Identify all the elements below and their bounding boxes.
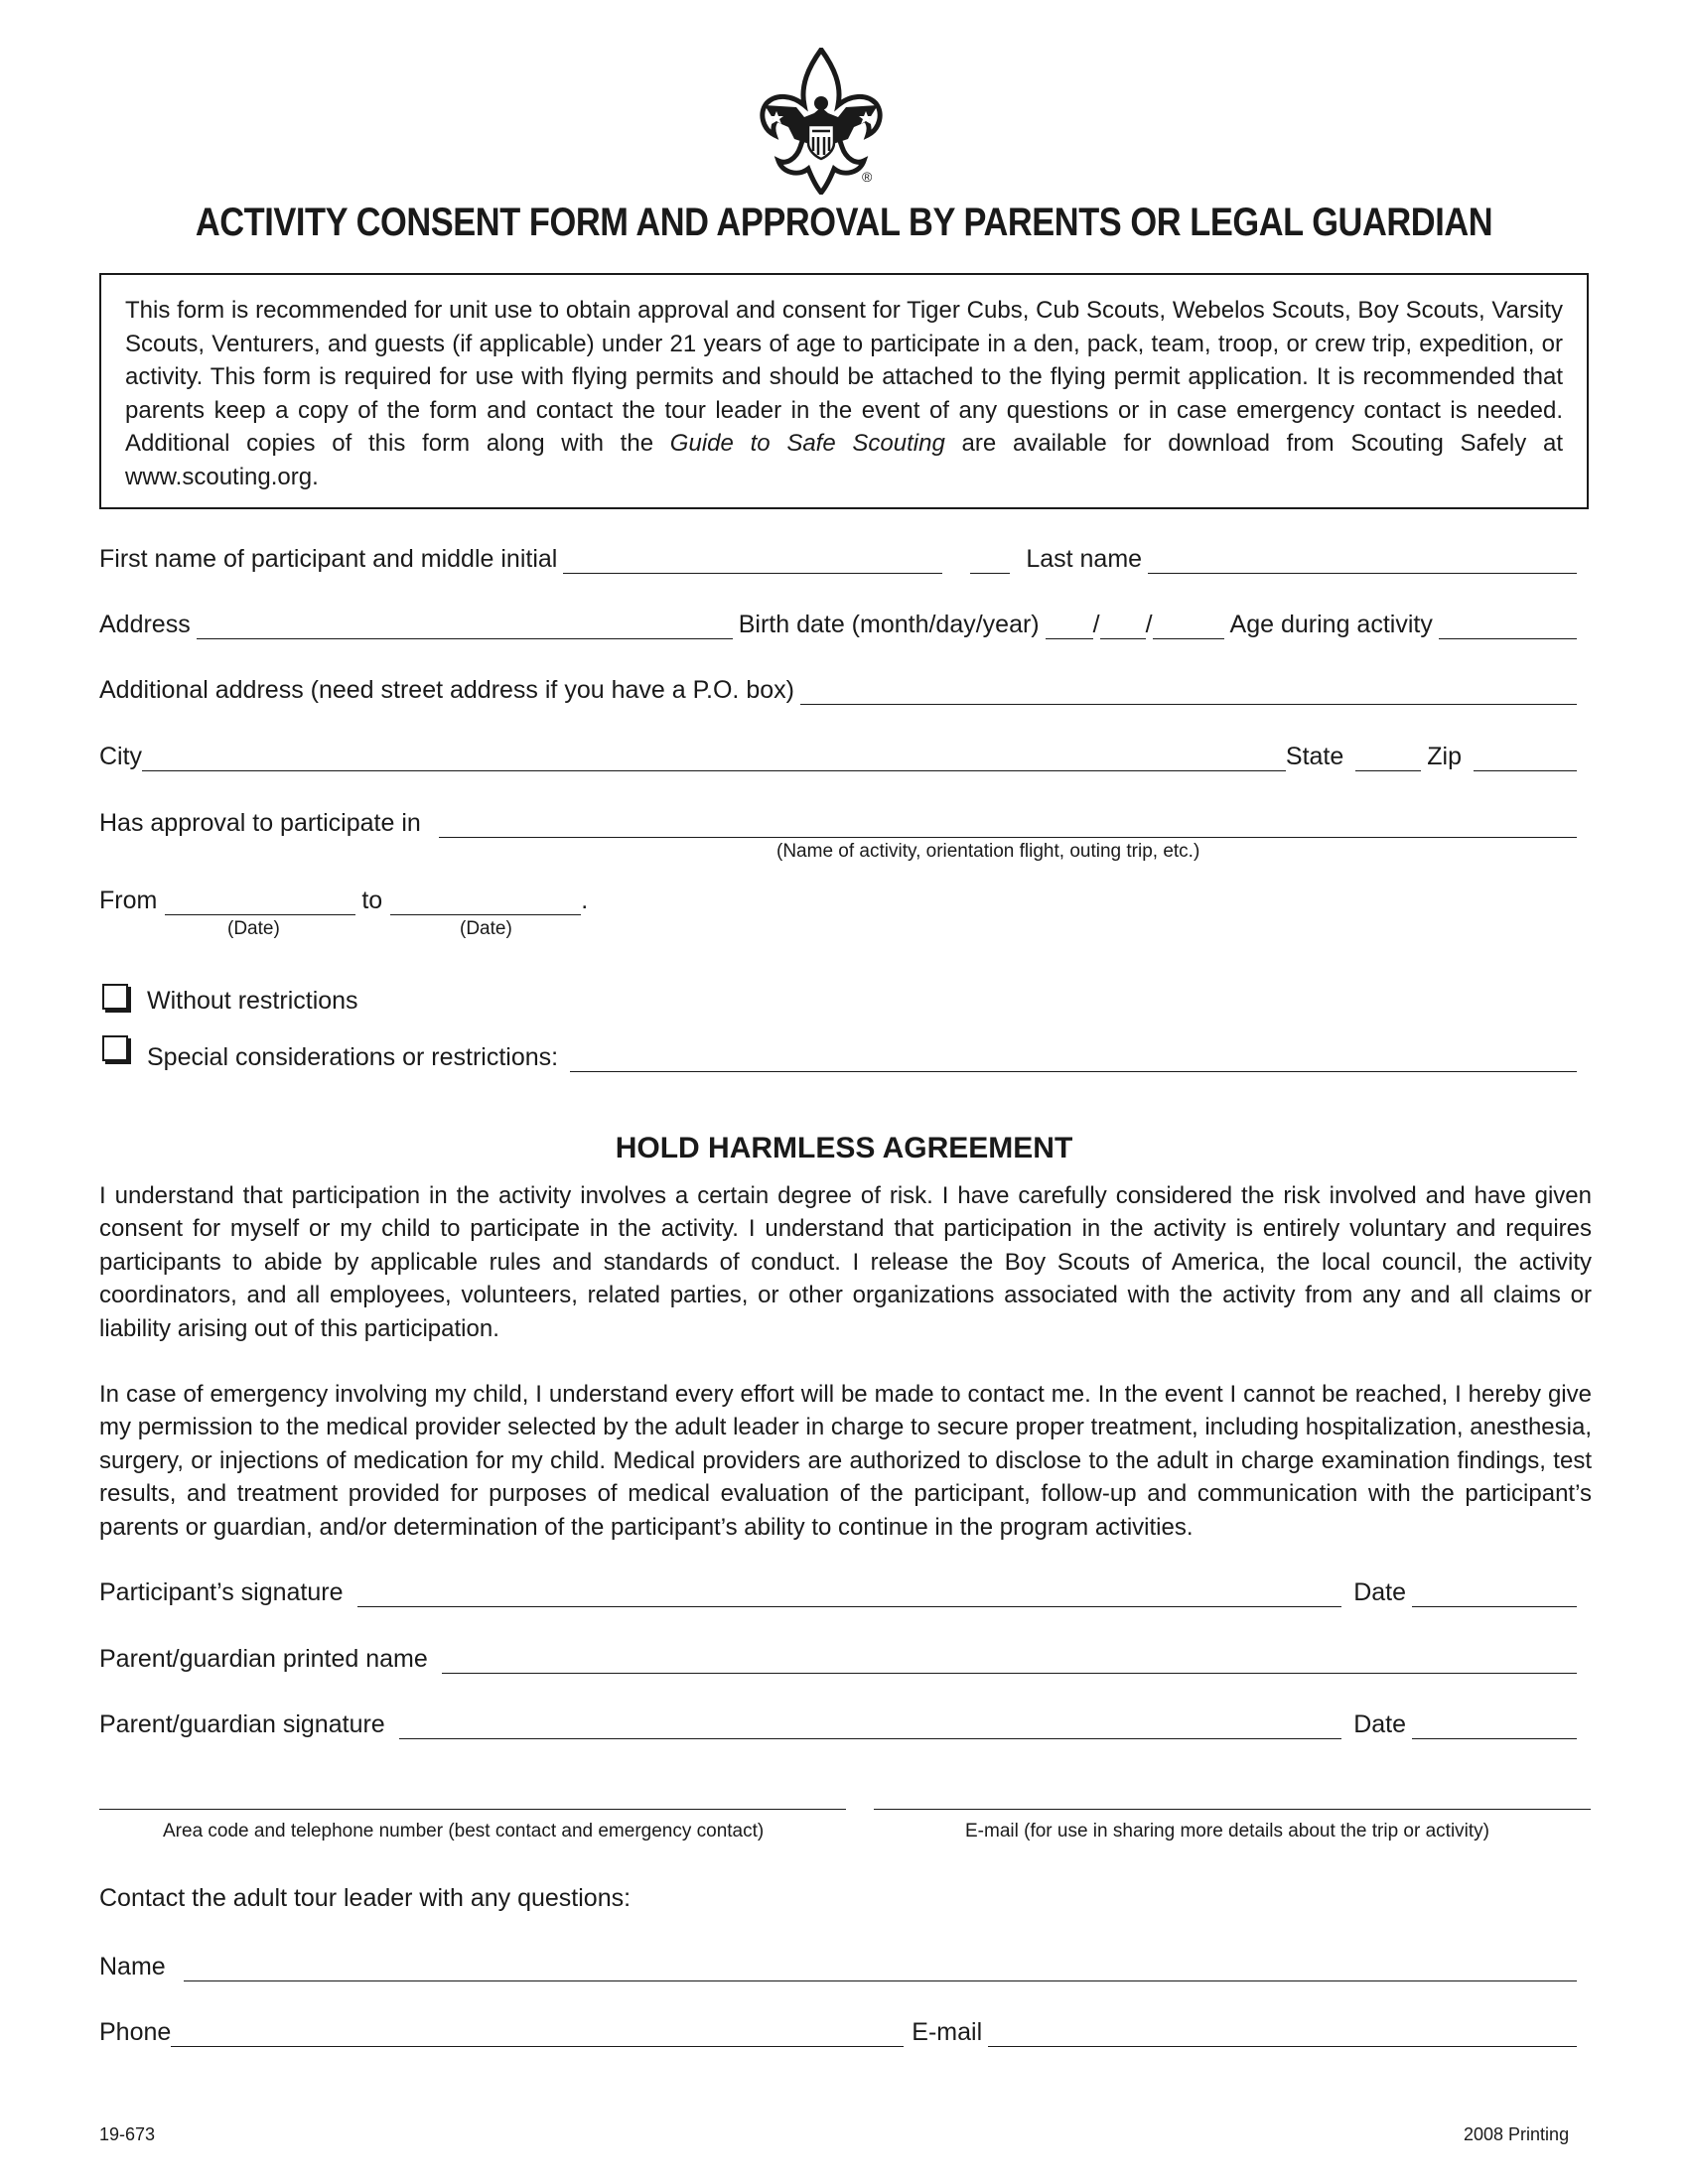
guardian-name-field[interactable] xyxy=(442,1649,1577,1674)
birth-separator: / xyxy=(1145,611,1153,638)
birth-date-label: Birth date (month/day/year) xyxy=(738,611,1040,638)
without-restrictions-checkbox[interactable] xyxy=(102,984,128,1010)
agreement-paragraph-emergency: In case of emergency involving my child, I understand every effort will be made to contact me. In the event I cannot be reached, I hereby give my permission to the medical provider selected by the adult leader in charge to secure proper treatment, including hospitalization, anesthesia, surgery, or injections of medication for my child. Medical providers are authorized to disclose to the adult in charge examination findings, test results, and treatment provided for purposes of medical evaluation of the participant, follow-up and communication with the participant’s parents or guardian, and/or determination of the participant’s ability to continue in the program activities. xyxy=(99,1381,1592,1541)
intro-text: This form is recommended for unit use to obtain approval and consent for Tiger Cubs, Cub Scouts, Webelos Scouts, Boy Scouts, Varsity Scouts, Venturers, and guests (if applicable) under 21 years of age to participate in a den, pack, team, troop, or crew trip, expedition, or activity. This form is required for use with flying permits and should be attached to the flying permit application. It is recommended that parents keep a copy of the form and contact the tour leader in the event of any questions or in case emergency contact is needed. Additional copies of this form along with the Guide to Safe Scouting are available for download from Scouting Safely at www.scouting.org. xyxy=(125,297,1563,490)
guardian-signature-label: Parent/guardian signature xyxy=(99,1710,385,1738)
printing-year: 2008 Printing xyxy=(1464,2124,1570,2144)
email-caption: E-mail (for use in sharing more details about the trip or activity) xyxy=(965,1821,1489,1842)
additional-address-label: Additional address (need street address if you have a P.O. box) xyxy=(99,676,794,704)
additional-address-field[interactable] xyxy=(800,680,1577,705)
city-row xyxy=(99,738,1577,771)
address-field[interactable] xyxy=(197,614,733,639)
to-date-field[interactable] xyxy=(390,890,581,915)
state-field[interactable] xyxy=(1355,747,1421,771)
birth-year-field[interactable] xyxy=(1153,614,1224,639)
registered-mark: ® xyxy=(862,169,873,185)
leader-name-row xyxy=(99,1948,1577,1981)
city-field[interactable] xyxy=(142,747,1286,771)
birth-day-field[interactable] xyxy=(1100,614,1146,639)
first-name-label: First name of participant and middle initial xyxy=(99,545,558,573)
address-label: Address xyxy=(99,611,191,638)
guardian-email-field[interactable] xyxy=(874,1809,1591,1810)
agreement-paragraph-risk: I understand that participation in the activity involves a certain degree of risk. I have carefully considered the risk involved and have given consent for myself or my child to participate in the activity. I understand that participation in the activity is entirely voluntary and requires participants to abide by applicable rules and standards of conduct. I release the Boy Scouts of America, the local council, the activity coordinators, and all employees, volunteers, related parties, or other organizations associated with the activity from any and all claims or liability arising out of this participation. xyxy=(99,1182,1592,1342)
page-title: ACTIVITY CONSENT FORM AND APPROVAL BY PARENTS OR LEGAL GUARDIAN xyxy=(195,201,1493,244)
guardian-phone-field[interactable] xyxy=(99,1809,846,1810)
guardian-date-field[interactable] xyxy=(1412,1714,1577,1739)
from-date-field[interactable] xyxy=(165,890,355,915)
name-row xyxy=(99,540,1577,574)
last-name-label: Last name xyxy=(1026,545,1143,573)
guardian-name-label: Parent/guardian printed name xyxy=(99,1645,428,1673)
approval-label: Has approval to participate in xyxy=(99,809,421,837)
leader-phone-field[interactable] xyxy=(171,2022,904,2047)
age-field[interactable] xyxy=(1439,614,1577,639)
guardian-name-row xyxy=(99,1640,1577,1674)
zip-field[interactable] xyxy=(1474,747,1577,771)
to-date-caption: (Date) xyxy=(460,918,512,939)
guardian-date-label: Date xyxy=(1353,1710,1406,1738)
participant-date-label: Date xyxy=(1353,1578,1406,1606)
birth-month-field[interactable] xyxy=(1046,614,1093,639)
address-row xyxy=(99,606,1577,639)
phone-caption: Area code and telephone number (best contact and emergency contact) xyxy=(163,1821,765,1842)
age-label: Age during activity xyxy=(1229,611,1433,638)
participant-signature-label: Participant’s signature xyxy=(99,1578,344,1606)
participant-signature-field[interactable] xyxy=(357,1582,1342,1607)
last-name-field[interactable] xyxy=(1148,549,1577,574)
city-label: City xyxy=(99,743,143,770)
activity-caption: (Name of activity, orientation flight, outing trip, etc.) xyxy=(776,841,1200,862)
special-considerations-field[interactable] xyxy=(570,1047,1577,1072)
approval-row xyxy=(99,804,1577,838)
form-number: 19-673 xyxy=(99,2124,156,2144)
participant-signature-row xyxy=(99,1573,1577,1607)
activity-name-field[interactable] xyxy=(439,813,1577,838)
without-restrictions-label: Without restrictions xyxy=(147,987,358,1015)
to-label: to xyxy=(361,887,383,914)
date-range-row xyxy=(99,882,616,915)
leader-name-label: Name xyxy=(99,1953,166,1980)
additional-address-row xyxy=(99,671,1577,705)
agreement-heading: HOLD HARMLESS AGREEMENT xyxy=(615,1132,1073,1164)
guardian-signature-field[interactable] xyxy=(399,1714,1341,1739)
from-label: From xyxy=(99,887,158,914)
from-date-caption: (Date) xyxy=(227,918,280,939)
special-considerations-checkbox[interactable] xyxy=(102,1035,128,1061)
leader-name-field[interactable] xyxy=(184,1957,1577,1981)
zip-label: Zip xyxy=(1427,743,1462,770)
leader-phone-label: Phone xyxy=(99,2018,172,2046)
period-mark: . xyxy=(581,887,589,914)
first-name-field[interactable] xyxy=(563,549,942,574)
leader-email-label: E-mail xyxy=(912,2018,983,2046)
middle-initial-field[interactable] xyxy=(970,549,1010,574)
special-considerations-row xyxy=(147,1038,1577,1072)
leader-email-field[interactable] xyxy=(988,2022,1577,2047)
state-label: State xyxy=(1285,743,1344,770)
participant-date-field[interactable] xyxy=(1412,1582,1577,1607)
birth-separator: / xyxy=(1092,611,1100,638)
guardian-signature-row xyxy=(99,1706,1577,1739)
leader-intro: Contact the adult tour leader with any questions: xyxy=(99,1884,632,1912)
leader-contact-row xyxy=(99,2013,1577,2047)
special-considerations-label: Special considerations or restrictions: xyxy=(147,1043,559,1071)
